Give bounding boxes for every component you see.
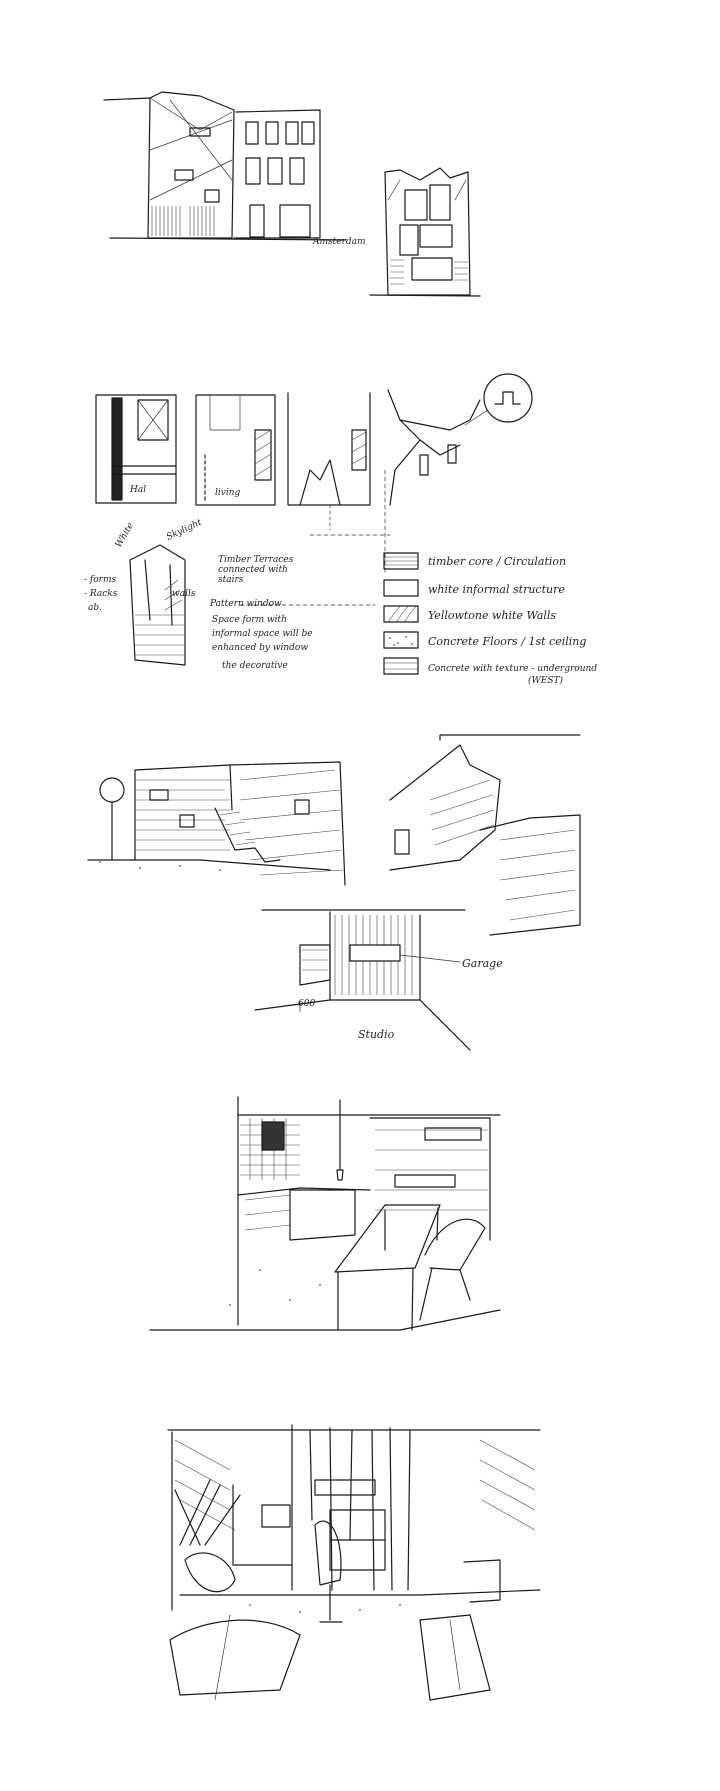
living-room-interior: [168, 1425, 540, 1700]
connected-with-label: connected with: [218, 565, 288, 575]
legend-yellowtone: Yellowtone white Walls: [428, 609, 557, 622]
stairs-label: stairs: [218, 575, 244, 585]
ab-label: ab.: [88, 603, 102, 613]
legend-west: (WEST): [528, 676, 564, 686]
amsterdam-label: Amsterdam: [313, 237, 366, 247]
legend-concrete-texture: Concrete with texture - underground: [428, 664, 598, 674]
walls-label: walls: [172, 589, 196, 599]
forms-label: - forms: [84, 575, 117, 585]
white-label: White: [113, 521, 137, 550]
section-elevation-sketch: [370, 168, 480, 296]
pattern-window-label: Pattern window: [210, 599, 282, 609]
material-legend: [384, 553, 597, 686]
legend-white: white informal structure: [428, 583, 565, 596]
skylight-label: Skylight: [165, 517, 204, 543]
space-form-line-2: informal space will be: [212, 629, 313, 639]
dashed-connectors: [240, 470, 390, 605]
legend-concrete: Concrete Floors / 1st ceiling: [428, 635, 587, 648]
floor-plan-2: [196, 395, 275, 505]
floor-plan-3: [288, 393, 370, 530]
kitchen-dining-interior: [150, 1097, 500, 1330]
studio-label: Studio: [358, 1028, 395, 1041]
street-elevation-sketch: [104, 92, 366, 247]
courtyard-perspective: [390, 735, 580, 935]
timber-terraces-label: Timber Terraces: [218, 555, 294, 565]
space-form-line-4: the decorative: [222, 661, 288, 671]
floor-plan-1: [96, 395, 176, 503]
perspective-detail-sketch: [388, 374, 532, 505]
space-form-line-3: enhanced by window: [212, 643, 309, 653]
legend-timber: timber core / Circulation: [428, 555, 567, 568]
space-form-line-1: Space form with: [212, 615, 287, 625]
garage-label: Garage: [462, 957, 503, 970]
dimension-600: 600: [298, 999, 316, 1009]
terrace-stairs-perspective: [88, 762, 345, 885]
garage-studio-perspective: [255, 910, 503, 1050]
hal-label: Hal: [130, 485, 147, 495]
living-label: living: [215, 488, 241, 498]
axonometric-sketch: [84, 518, 313, 671]
racks-label: - Racks: [84, 589, 118, 599]
